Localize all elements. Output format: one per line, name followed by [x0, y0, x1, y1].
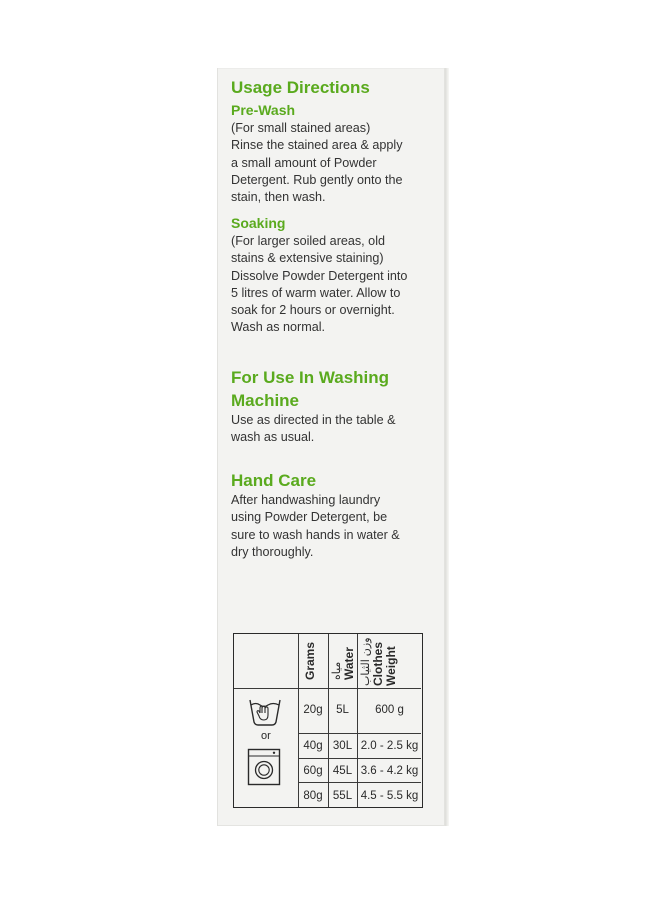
usage-directions-heading: Usage Directions [231, 78, 370, 97]
row4-water: 55L [332, 790, 353, 802]
table-divider [298, 782, 421, 783]
row4-grams: 80g [303, 790, 323, 802]
washing-machine-icon [247, 748, 281, 786]
hand-wash-icon [248, 697, 282, 727]
row3-weight: 3.6 - 4.2 kg [360, 765, 419, 777]
washing-machine-text: Use as directed in the table & wash as usual. [231, 413, 396, 445]
or-label: or [261, 730, 271, 742]
row1-weight: 600 g [375, 704, 404, 716]
table-divider [298, 758, 421, 759]
prewash-text: (For small stained areas) Rinse the stained area & apply a small amount of Powder Detergent. Rub gently onto the stain, then wash. [231, 121, 403, 205]
prewash-subheading: Pre-Wash [231, 102, 296, 118]
water-header: Water [342, 647, 356, 680]
row2-weight: 2.0 - 2.5 kg [360, 740, 419, 752]
row3-grams: 60g [303, 765, 323, 777]
washing-machine-heading-line2: Machine [231, 391, 300, 410]
water-arabic-header: مياه [331, 661, 343, 680]
row1-water: 5L [336, 704, 349, 716]
row2-grams: 40g [303, 740, 323, 752]
box-edge-shadow [445, 68, 449, 826]
hand-care-text: After handwashing laundry using Powder Detergent, be sure to wash hands in water & dry thoroughly. [231, 493, 400, 559]
grams-header: Grams [303, 641, 317, 680]
row2-water: 30L [332, 740, 353, 752]
dosage-table [233, 633, 423, 808]
row1-grams: 20g [303, 704, 323, 716]
table-divider [234, 688, 421, 689]
hand-care-heading: Hand Care [231, 471, 317, 490]
soaking-text: (For larger soiled areas, old stains & extensive staining) Dissolve Powder Detergent into 5 litres of warm water. Allow to soak for 2 hours or overnight. Wash as normal. [231, 234, 408, 335]
weight-header: Weight [384, 646, 398, 686]
row3-water: 45L [332, 765, 353, 777]
row4-weight: 4.5 - 5.5 kg [360, 790, 419, 802]
washing-machine-heading-line1: For Use In Washing [231, 368, 390, 387]
soaking-subheading: Soaking [231, 215, 286, 231]
clothes-header: Clothes [371, 641, 385, 686]
weight-arabic-header: وزن الثياب [360, 637, 372, 686]
table-divider [298, 733, 421, 734]
